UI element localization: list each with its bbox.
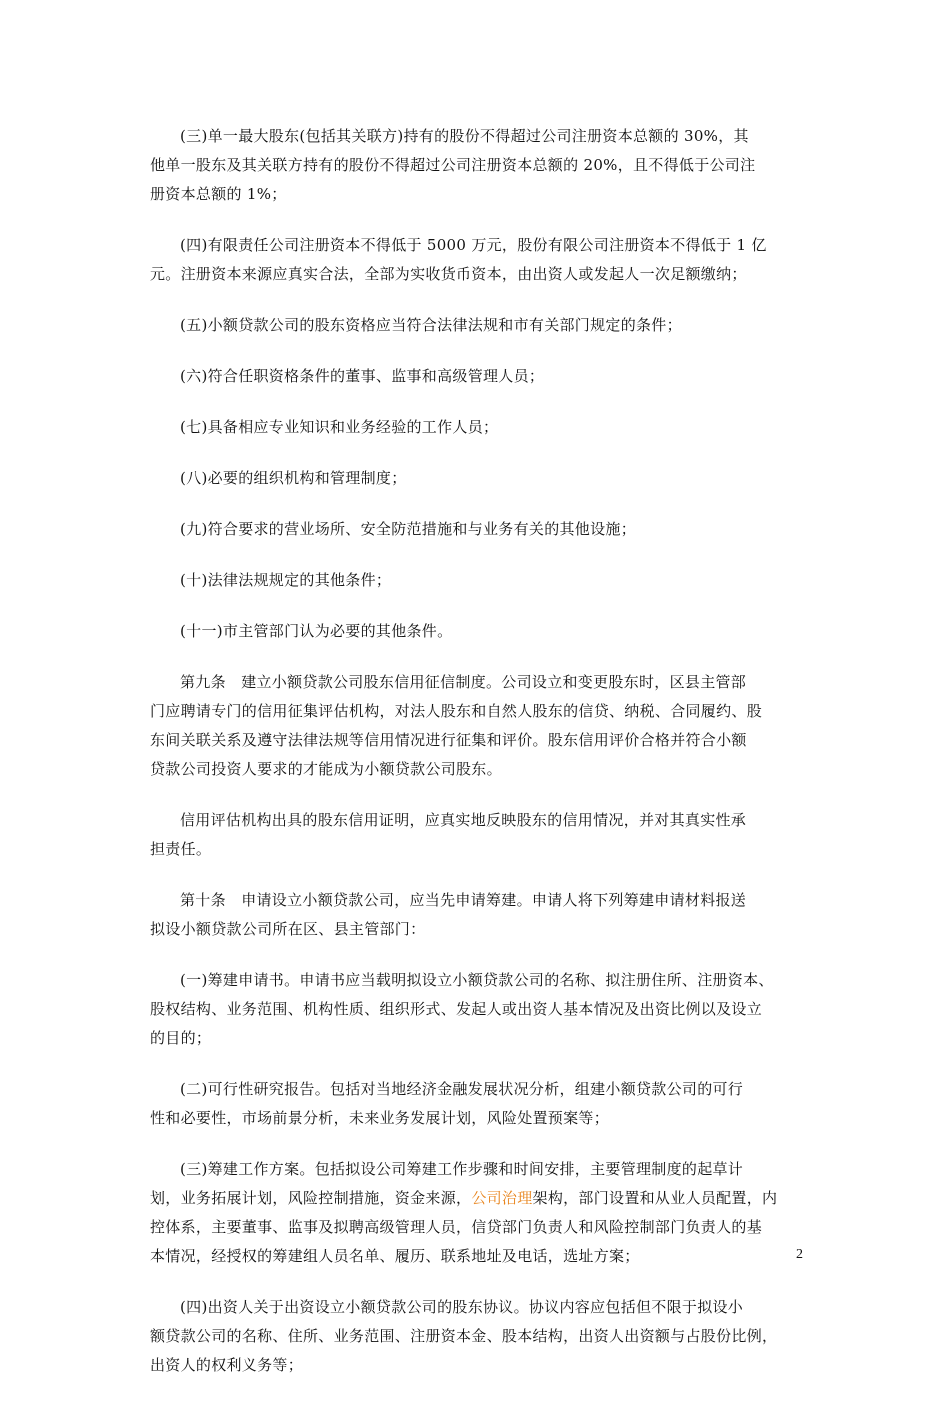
text-line: 信用评估机构出具的股东信用证明，应真实地反映股东的信用情况，并对其真实性承 [180, 811, 747, 829]
text-line: (二)可行性研究报告。包括对当地经济金融发展状况分析，组建小额贷款公司的可行 [180, 1080, 744, 1098]
text-line: (六)符合任职资格条件的董事、监事和高级管理人员； [180, 367, 545, 385]
text-line: (四)有限责任公司注册资本不得低于 5000 万元，股份有限公司注册资本不得低于 1 亿 [180, 236, 767, 254]
paragraph-article-10 [150, 886, 810, 944]
paragraph-clause-6 [150, 362, 810, 391]
text-line: 额贷款公司的名称、住所、业务范围、注册资本金、股本结构，出资人出资额与占股份比例， [150, 1327, 778, 1345]
paragraph-clause-4 [150, 231, 810, 289]
paragraph-item-1 [150, 966, 810, 1053]
text-line: 门应聘请专门的信用征集评估机构，对法人股东和自然人股东的信贷、纳税、合同履约、股 [150, 702, 763, 720]
text-line: (三)筹建工作方案。包括拟设公司筹建工作步骤和时间安排，主要管理制度的起草计 [180, 1160, 744, 1178]
text-line: 性和必要性，市场前景分析，未来业务发展计划，风险处置预案等； [150, 1109, 610, 1127]
text-line: (九)符合要求的营业场所、安全防范措施和与业务有关的其他设施； [180, 520, 637, 538]
text-line: 担责任。 [150, 840, 212, 858]
document-body [150, 122, 810, 1402]
text-line: 控体系，主要董事、监事及拟聘高级管理人员，信贷部门负责人和风险控制部门负责人的基 [150, 1218, 763, 1236]
paragraph-item-2 [150, 1075, 810, 1133]
text-line: 出资人的权利义务等； [150, 1356, 304, 1374]
text-line: 股权结构、业务范围、机构性质、组织形式、发起人或出资人基本情况及出资比例以及设立 [150, 1000, 763, 1018]
text-line: 册资本总额的 1%； [150, 185, 287, 203]
paragraph-item-4 [150, 1293, 810, 1380]
text-segment: 划，业务拓展计划，风险控制措施，资金来源， [150, 1189, 472, 1207]
text-line: 他单一股东及其关联方持有的股份不得超过公司注册资本总额的 20%，且不得低于公司注 [150, 156, 756, 174]
text-line: (十)法律法规规定的其他条件； [180, 571, 392, 589]
paragraph-article-9 [150, 668, 810, 784]
paragraph-clause-7 [150, 413, 810, 442]
text-line: 本情况，经授权的筹建组人员名单、履历、联系地址及电话，选址方案； [150, 1247, 640, 1265]
text-line: (五)小额贷款公司的股东资格应当符合法律法规和市有关部门规定的条件； [180, 316, 682, 334]
text-line: 元。注册资本来源应真实合法，全部为实收货币资本，由出资人或发起人一次足额缴纳； [150, 265, 747, 283]
paragraph-clause-9 [150, 515, 810, 544]
text-line: 贷款公司投资人要求的才能成为小额贷款公司股东。 [150, 760, 502, 778]
text-segment: 架构，部门设置和从业人员配置，内 [532, 1189, 778, 1207]
text-line: (八)必要的组织机构和管理制度； [180, 469, 407, 487]
corporate-governance-link[interactable]: 公司治理 [471, 1189, 533, 1207]
paragraph-item-3 [150, 1155, 810, 1271]
paragraph-clause-10 [150, 566, 810, 595]
text-line-with-link [150, 1184, 810, 1213]
text-line: 拟设小额贷款公司所在区、县主管部门： [150, 920, 426, 938]
text-line: (四)出资人关于出资设立小额贷款公司的股东协议。协议内容应包括但不限于拟设小 [180, 1298, 744, 1316]
text-line: 第九条 建立小额贷款公司股东信用征信制度。公司设立和变更股东时，区县主管部 [180, 673, 747, 691]
text-line: 的目的； [150, 1029, 212, 1047]
paragraph-clause-8 [150, 464, 810, 493]
paragraph-clause-3 [150, 122, 810, 209]
text-line: (十一)市主管部门认为必要的其他条件。 [180, 622, 453, 640]
text-line: (一)筹建申请书。申请书应当载明拟设立小额贷款公司的名称、拟注册住所、注册资本、 [180, 971, 774, 989]
text-line: 东间关联关系及遵守法律法规等信用情况进行征集和评价。股东信用评价合格并符合小额 [150, 731, 747, 749]
paragraph-clause-5 [150, 311, 810, 340]
text-line: 第十条 申请设立小额贷款公司，应当先申请筹建。申请人将下列筹建申请材料报送 [180, 891, 747, 909]
text-line: (三)单一最大股东(包括其关联方)持有的股份不得超过公司注册资本总额的 30%，其 [180, 127, 749, 145]
paragraph-clause-11 [150, 617, 810, 646]
text-line: (七)具备相应专业知识和业务经验的工作人员； [180, 418, 499, 436]
paragraph-credit-certificate [150, 806, 810, 864]
page-number: 2 [796, 1247, 803, 1262]
